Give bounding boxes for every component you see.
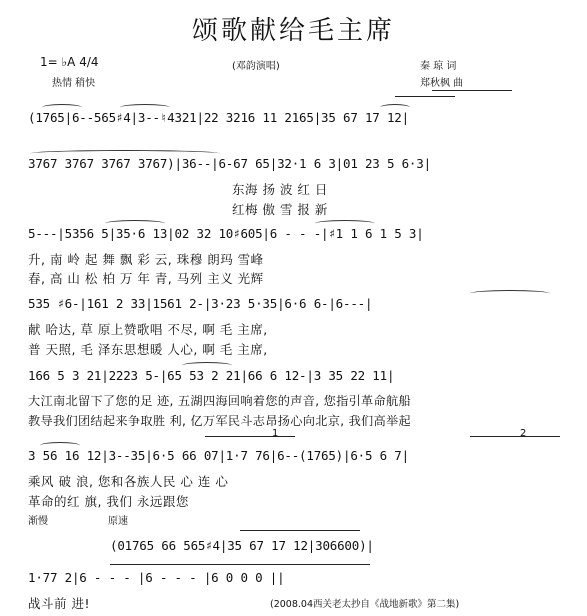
lyricist-credit: 秦 琼 词 xyxy=(420,61,457,72)
a-tempo-marking: 原速 xyxy=(108,516,128,527)
crescendo-line xyxy=(432,90,512,91)
score-row-6: 3 56 16 12|3--35|6·5 66 07|1·7 76|6--(1765)|6·5 6 7| xyxy=(28,448,409,463)
slur xyxy=(120,104,170,111)
slur xyxy=(42,104,82,111)
tempo-marking: 热情 稍快 xyxy=(52,78,96,89)
slur xyxy=(470,290,550,297)
lyrics-row-4-verse-1: 献 哈达, 草 原上赞歌唱 不尽, 啊 毛 主席, xyxy=(28,322,268,337)
lyrics-row-2-verse-2: 红梅 傲 雪 报 新 xyxy=(232,202,328,217)
lyrics-row-3-verse-2: 春, 高 山 松 柏 万 年 青, 马列 主义 光辉 xyxy=(28,271,264,286)
score-row-1: (1765|6--565♯4|3--♮4321|22 3216 11 2165|35 67 17 12| xyxy=(28,110,409,125)
lyrics-row-6-verse-2: 革命的红 旗, 我们 永远跟您 xyxy=(28,494,189,509)
slur xyxy=(380,104,410,111)
song-title: 颂歌献给毛主席 xyxy=(191,16,395,46)
tie-line xyxy=(240,530,360,531)
score-row-3: 5---|5356 5|35·6 13|02 32 10♯605|6 - - -|♯1 1 6 1 5 3| xyxy=(28,226,424,241)
lyrics-row-3-verse-1: 升, 南 岭 起 舞 飘 彩 云, 珠穆 朗玛 雪峰 xyxy=(28,252,264,267)
key-signature: 1= ♭A 4/4 xyxy=(40,55,99,69)
volta-bracket-2 xyxy=(470,436,560,437)
tie-line xyxy=(110,564,370,565)
slur xyxy=(105,220,165,227)
lyrics-row-2-verse-1: 东海 扬 波 红 日 xyxy=(232,182,328,197)
crescendo-line-2 xyxy=(395,96,455,97)
volta-1-label: 1 xyxy=(272,428,279,439)
lyrics-row-8-verse-1: 战斗前 进! xyxy=(28,596,90,611)
lyrics-row-5-verse-1: 大江南北留下了您的足 迹, 五湖四海回响着您的声音, 您指引革命航船 xyxy=(28,394,412,408)
score-row-2: 3767 3767 3767 3767)|36--|6-67 65|32·1 6 3|01 23 5 6·3| xyxy=(28,156,431,171)
score-row-5: 166 5 3 21|2223 5-|65 53 2 21|66 6 12-|3 35 22 11| xyxy=(28,368,395,383)
slur xyxy=(182,362,232,369)
slur xyxy=(40,442,80,449)
composer-credit: 郑秋枫 曲 xyxy=(420,78,464,89)
lyrics-row-4-verse-2: 普 天照, 毛 泽东思想暖 人心, 啊 毛 主席, xyxy=(28,342,268,357)
score-row-7: (01765 66 565♯4|35 67 17 12|306600)| xyxy=(110,538,374,553)
rit-marking: 渐慢 xyxy=(28,516,48,527)
volta-bracket-1 xyxy=(205,436,295,437)
score-row-8: 1·77 2|6 - - - |6 - - - |6 0 0 0 || xyxy=(28,570,285,585)
slur xyxy=(30,150,220,157)
lyrics-row-6-verse-1: 乘风 破 浪, 您和各族人民 心 连 心 xyxy=(28,474,229,489)
volta-2-label: 2 xyxy=(520,428,527,439)
singer-credit: (邓韵演唱) xyxy=(232,61,280,72)
score-row-4: 535 ♯6-|161 2 33|1561 2-|3·23 5·35|6·6 6-|6---| xyxy=(28,296,373,311)
source-footer: (2008.04西关老太抄自《战地新歌》第二集) xyxy=(270,599,460,610)
slur xyxy=(315,220,375,227)
lyrics-row-5-verse-2: 教导我们团结起来争取胜 利, 亿万军民斗志昂扬心向北京, 我们高举起 xyxy=(28,414,412,428)
